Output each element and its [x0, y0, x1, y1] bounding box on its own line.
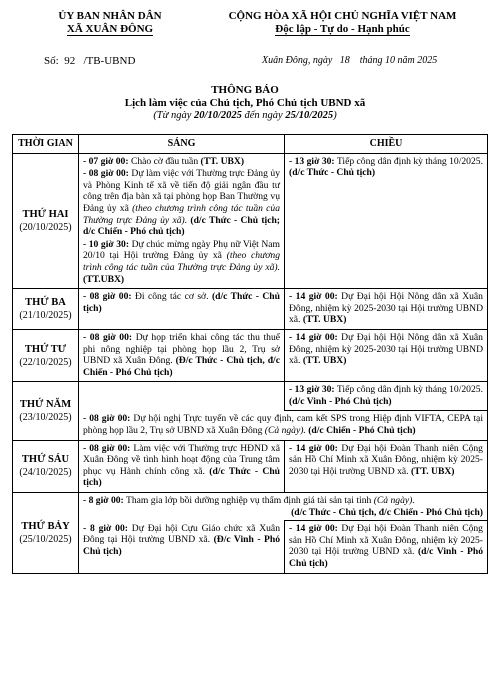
- day-cell: [13, 329, 79, 381]
- schedule-item-attendees: (d/c Thức - Chủ tịch, đ/c Chiến - Phó Chủ tịch): [291, 506, 483, 518]
- schedule-item: - 07 giờ 00: Chào cờ đầu tuần (TT. UBX): [83, 155, 245, 167]
- day-date: (22/10/2025): [19, 356, 72, 368]
- national-motto: Độc lập - Tự do - Hạnh phúc: [275, 23, 410, 35]
- period-close: ): [333, 110, 337, 121]
- morning-cell: [79, 440, 285, 492]
- doc-number-code: /TB-UBND: [83, 55, 136, 67]
- schedule-item: - 08 giờ 00: Dự hội nghị Trực tuyến về các quy định, cam kết SPS trong Hiệp định VIFTA, CEPA tại phòng họp lầu 2, Trụ sở UBND xã Xuân Đông (Cả ngày). (d/c Chiến - Phó Chủ tịch): [83, 413, 483, 437]
- date-day: 18: [339, 55, 350, 66]
- issuer-line1: ỦY BAN NHÂN DÂN: [58, 10, 162, 22]
- schedule-item: - 08 giờ 00: Dự làm việc với Thường trực Đảng ủy và Phòng Kinh tế xã về tiến độ giải ngân đầu tư công trên địa bàn xã tại phòng họp Ban Thường vụ Đảng ủy xã (theo chương trình công tác tuần của Thường trực Đảng ủy xã). (d/c Thức - Chủ tịch; d/c Chiến - Phó chủ tịch): [83, 168, 280, 238]
- afternoon-cell: [285, 521, 488, 573]
- table-row: [13, 289, 488, 330]
- full-day-cell: [79, 411, 488, 440]
- day-date: (23/10/2025): [19, 411, 72, 423]
- afternoon-cell: [285, 289, 488, 330]
- schedule-item: - 08 giờ 00: Đi công tác cơ sở. (d/c Thức - Chủ tịch): [83, 291, 280, 314]
- day-name: THỨ SÁU: [21, 454, 70, 466]
- afternoon-cell: [285, 329, 488, 381]
- morning-cell: [79, 521, 285, 573]
- day-cell: [13, 440, 79, 492]
- document-number: [44, 55, 135, 67]
- doc-number-value: 92: [64, 55, 76, 67]
- day-name: THỨ NĂM: [19, 398, 72, 410]
- schedule-item: - 14 giờ 00: Dự Đại hội Hội Nông dân xã Xuân Đông, nhiệm kỳ 2025-2030 tại Hội trường UBND xã. (TT. UBX): [289, 331, 483, 367]
- col-header-morning: SÁNG: [79, 135, 285, 154]
- table-row: [13, 440, 488, 492]
- schedule-table: [12, 134, 488, 574]
- period-to: 25/10/2025: [285, 110, 334, 121]
- full-day-cell: [79, 493, 488, 521]
- morning-cell: [79, 329, 285, 381]
- date-place: Xuân Đông, ngày: [262, 55, 333, 66]
- document-period: [0, 110, 490, 121]
- day-cell: [13, 153, 79, 289]
- table-row: [13, 153, 488, 289]
- col-header-time: THỜI GIAN: [13, 135, 79, 154]
- table-row: [13, 493, 488, 521]
- day-date: (20/10/2025): [19, 221, 72, 233]
- date-rest: tháng 10 năm 2025: [359, 55, 438, 66]
- schedule-item: - 8 giờ 00: Tham gia lớp bồi dưỡng nghiệp vụ thẩm định giá tài sản tại tỉnh (Cả ngày).: [83, 495, 415, 507]
- morning-cell: [79, 153, 285, 289]
- schedule-item: - 13 giờ 30: Tiếp công dân định kỳ tháng 10/2025. (d/c Thức - Chủ tịch): [289, 155, 483, 179]
- day-name: THỨ BẢY: [21, 520, 70, 532]
- day-date: (21/10/2025): [19, 310, 72, 322]
- schedule-item: - 08 giờ 00: Dự họp triển khai công tác thu thuế phi nông nghiệp tại phòng họp lầu 2, Trụ sở UBND xã Xuân Đông. (Đ/c Thức - Chủ tịch, đ/c Chiến - Phó Chủ tịch): [83, 331, 280, 378]
- schedule-item: - 8 giờ 00: Dự Đại hội Cựu Giáo chức xã Xuân Đông tại Hội trường UBND xã. (Đ/c Vinh - Phó Chủ tịch): [83, 522, 280, 557]
- day-name: THỨ BA: [25, 297, 66, 309]
- document-subtitle: Lịch làm việc của Chủ tịch, Phó Chủ tịch UBND xã: [124, 97, 366, 109]
- schedule-item: - 14 giờ 00: Dự Đại hội Đoàn Thanh niên Cộng sản Hồ Chí Minh xã Xuân Đông, nhiệm kỳ 2025-2030 tại Hội trường UBND xã. (TT. UBX): [289, 442, 483, 477]
- schedule-item: - 14 giờ 00: Dự Đại hội Đoàn Thanh niên Cộng sản Hồ Chí Minh xã Xuân Đông, nhiệm kỳ 2025-2030 tại Hội trường UBND xã. (d/c Vinh - Phó Chủ tịch): [289, 523, 484, 569]
- period-to-label: đến ngày: [244, 110, 283, 121]
- afternoon-cell: [285, 382, 488, 411]
- col-header-afternoon: CHIỀU: [285, 135, 488, 154]
- issuer-line2: XÃ XUÂN ĐÔNG: [66, 23, 154, 35]
- schedule-item: - 14 giờ 00: Dự Đại hội Hội Nông dân xã Xuân Đông, nhiệm kỳ 2025-2030 tại Hội trường UBND xã. (TT. UBX): [289, 291, 483, 326]
- day-cell: [13, 382, 79, 440]
- day-name: THỨ TƯ: [24, 343, 67, 355]
- day-name: THỨ HAI: [22, 208, 69, 220]
- day-date: (25/10/2025): [19, 533, 72, 545]
- table-header-row: [13, 135, 488, 154]
- table-row: [13, 411, 488, 440]
- table-row: [13, 382, 488, 411]
- doc-number-label: Số:: [44, 55, 59, 67]
- table-row: [13, 521, 488, 573]
- day-date: (24/10/2025): [19, 467, 72, 479]
- document-title: THÔNG BÁO: [211, 84, 279, 96]
- afternoon-cell: [285, 440, 488, 492]
- issuer-block: [30, 10, 190, 36]
- schedule-item: - 08 giờ 00: Làm việc với Thường trực HĐND xã Xuân Đông về tình hình hoạt động của Trung tâm phục vụ Hành chính công xã. (d/c Thức - Chủ tịch): [83, 442, 280, 489]
- schedule-item: - 13 giờ 30: Tiếp công dân định kỳ tháng 10/2025. (d/c Vinh - Phó Chủ tịch): [289, 384, 483, 407]
- afternoon-cell: [285, 153, 488, 289]
- day-cell: [13, 493, 79, 574]
- document-date: [262, 55, 437, 66]
- national-motto-block: [200, 10, 485, 36]
- period-from: 20/10/2025: [194, 110, 242, 121]
- morning-cell: [79, 289, 285, 330]
- period-from-label: (Từ ngày: [153, 110, 192, 121]
- morning-cell: [79, 382, 285, 411]
- day-cell: [13, 289, 79, 330]
- table-row: [13, 329, 488, 381]
- national-name: CỘNG HÒA XÃ HỘI CHỦ NGHĨA VIỆT NAM: [228, 10, 457, 22]
- schedule-item: - 10 giờ 30: Dự chúc mừng ngày Phụ nữ Việt Nam 20/10 tại Hội trường Đảng ủy xã (theo chương trình công tác tuần của Thường trực Đảng ủy xã). (TT.UBX): [83, 238, 280, 285]
